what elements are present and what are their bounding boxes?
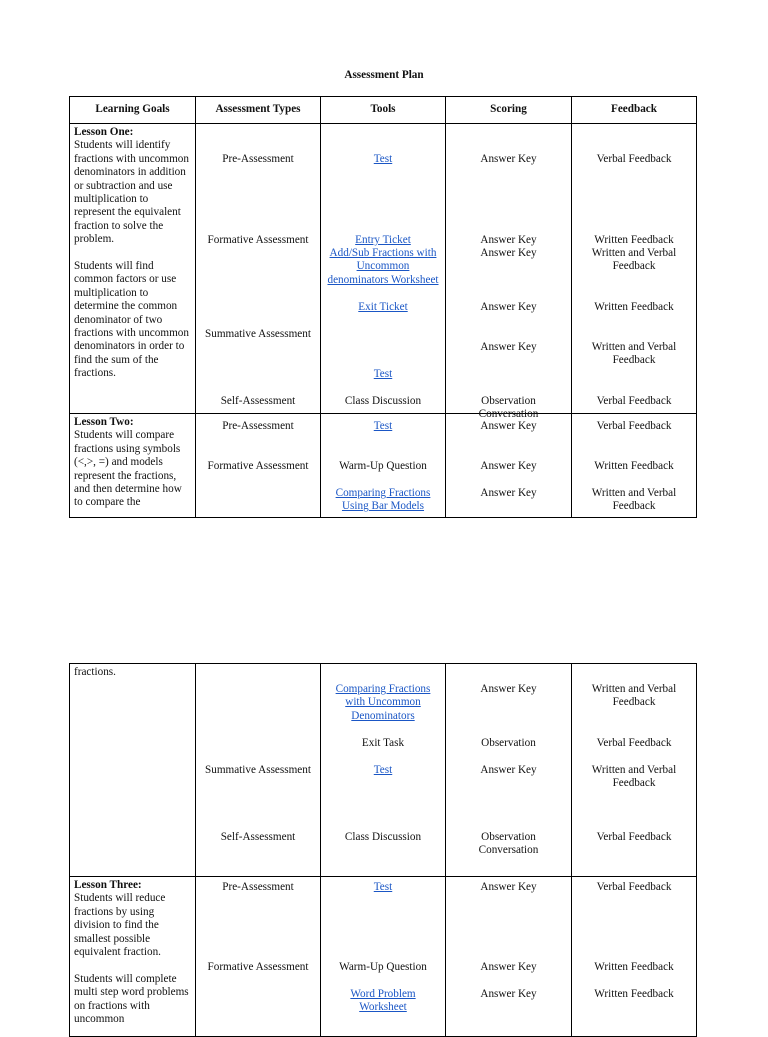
assessment-type: Self-Assessment [220, 831, 296, 843]
tool-text: Exit Task [361, 737, 405, 749]
feedback-value: Verbal Feedback [596, 395, 672, 407]
assessment-types-cell [196, 877, 321, 1037]
scoring-value: Answer Key [480, 153, 537, 165]
feedback-value: Written Feedback [594, 961, 674, 973]
scoring-cell [446, 877, 572, 1037]
scoring-value: Answer Key [480, 487, 537, 499]
feedback-cell [572, 414, 697, 518]
goal-text: Students will complete multi step word problems on fractions with uncommon [74, 972, 189, 1026]
scoring-value: Answer Key [480, 341, 537, 353]
feedback-value: Written Feedback [594, 460, 674, 472]
assessment-type: Summative Assessment [205, 328, 311, 340]
header-feedback: Feedback [572, 97, 697, 124]
scoring-value: Answer Key [480, 301, 537, 313]
assessment-type: Pre-Assessment [222, 881, 294, 893]
feedback-value: Written and Verbal Feedback [591, 764, 677, 790]
scoring-value: Answer Key [480, 234, 537, 246]
scoring-value: Observation [481, 737, 536, 749]
scoring-value: Answer Key [480, 683, 537, 695]
scoring-cell [446, 664, 572, 877]
assessment-type: Formative Assessment [207, 234, 309, 246]
feedback-value: Verbal Feedback [596, 831, 672, 843]
assessment-type: Formative Assessment [207, 460, 309, 472]
assessment-types-cell [196, 124, 321, 414]
lesson-heading: Lesson Two: [74, 416, 134, 428]
assessment-type: Pre-Assessment [222, 153, 294, 165]
tool-link-bar-models[interactable]: Comparing Fractions Using Bar Models [335, 487, 431, 513]
feedback-value: Written Feedback [594, 988, 674, 1000]
tool-link-test[interactable]: Test [373, 153, 393, 165]
tool-link-entry-ticket[interactable]: Entry Ticket [355, 234, 411, 246]
feedback-value: Verbal Feedback [596, 420, 672, 432]
page-title: Assessment Plan [344, 69, 424, 81]
feedback-value: Verbal Feedback [596, 737, 672, 749]
tool-text: Class Discussion [344, 395, 422, 407]
assessment-type: Summative Assessment [205, 764, 311, 776]
assessment-table-page-2 [69, 663, 697, 1037]
tool-link-test[interactable]: Test [373, 881, 393, 893]
feedback-cell [572, 124, 697, 414]
feedback-value: Written and Verbal Feedback [591, 247, 677, 273]
scoring-value: Answer Key [480, 881, 537, 893]
scoring-value: Answer Key [480, 988, 537, 1000]
scoring-cell [446, 414, 572, 518]
tool-link-test[interactable]: Test [373, 764, 393, 776]
scoring-value: Observation Conversation [478, 395, 539, 421]
scoring-cell [446, 124, 572, 421]
assessment-type: Self-Assessment [220, 395, 296, 407]
learning-goal-cell [70, 877, 196, 1037]
scoring-value: Answer Key [480, 961, 537, 973]
feedback-value: Written and Verbal Feedback [591, 683, 677, 709]
feedback-value: Verbal Feedback [596, 881, 672, 893]
scoring-value: Answer Key [480, 420, 537, 432]
feedback-value: Written Feedback [594, 234, 674, 246]
assessment-types-cell [196, 664, 321, 877]
header-tools: Tools [321, 97, 446, 124]
assessment-types-cell [196, 414, 321, 518]
goal-text: Students will find common factors or use multiplication to determine the common denominator of two fractions with uncommon denominators in order to find the sum of the fractions. [74, 260, 189, 380]
tool-link-exit-ticket[interactable]: Exit Ticket [358, 301, 408, 313]
learning-goal-cell [70, 124, 196, 414]
tools-cell [321, 877, 446, 1037]
tools-cell [321, 664, 446, 877]
learning-goal-cell [70, 664, 196, 877]
header-scoring: Scoring [446, 97, 572, 124]
tool-link-test[interactable]: Test [373, 368, 393, 380]
goal-text: Students will reduce fractions by using division to find the smallest possible equivalent fraction. [74, 892, 166, 959]
tool-text: Warm-Up Question [339, 460, 427, 472]
lesson-heading: Lesson Three: [74, 879, 142, 891]
scoring-value: Answer Key [480, 247, 537, 259]
header-row [70, 97, 697, 124]
goal-text: Students will identify fractions with uncommon denominators in addition or subtraction and use multiplication to represent the equivalent fraction to solve the problem. [74, 139, 189, 246]
feedback-value: Verbal Feedback [596, 153, 672, 165]
scoring-value: Observation Conversation [478, 831, 539, 857]
table-row-lesson-two-continued [70, 664, 697, 877]
scoring-value: Answer Key [480, 460, 537, 472]
header-learning-goals: Learning Goals [70, 97, 196, 124]
feedback-value: Written and Verbal Feedback [591, 341, 677, 367]
tools-cell [321, 124, 446, 414]
tool-link-test[interactable]: Test [373, 420, 393, 432]
assessment-table-page-1 [69, 96, 697, 518]
tool-link-uncommon-denominators[interactable]: Comparing Fractions with Uncommon Denominators [335, 683, 431, 722]
table-row-lesson-two [70, 414, 697, 518]
feedback-cell [572, 877, 697, 1037]
learning-goal-cell [70, 414, 196, 518]
goal-text: Students will compare fractions using symbols (<,>, =) and models represent the fractions, and then determine how to compare the [74, 429, 182, 509]
assessment-type: Pre-Assessment [222, 420, 294, 432]
feedback-value: Written and Verbal Feedback [591, 487, 677, 513]
tools-cell [321, 414, 446, 518]
tool-text: Class Discussion [344, 831, 422, 843]
goal-text: fractions. [74, 666, 116, 678]
feedback-value: Written Feedback [594, 301, 674, 313]
tool-link-addsub-worksheet[interactable]: Add/Sub Fractions with Uncommon denominators Worksheet [327, 247, 439, 286]
scoring-value: Answer Key [480, 764, 537, 776]
tool-text: Warm-Up Question [339, 961, 427, 973]
header-assessment-types: Assessment Types [196, 97, 321, 124]
assessment-type: Formative Assessment [207, 961, 309, 973]
table-row-lesson-three [70, 877, 697, 1037]
feedback-cell [572, 664, 697, 877]
table-row-lesson-one [70, 124, 697, 414]
tool-link-word-problem-worksheet[interactable]: Word Problem Worksheet [350, 988, 416, 1014]
lesson-heading: Lesson One: [74, 126, 134, 138]
